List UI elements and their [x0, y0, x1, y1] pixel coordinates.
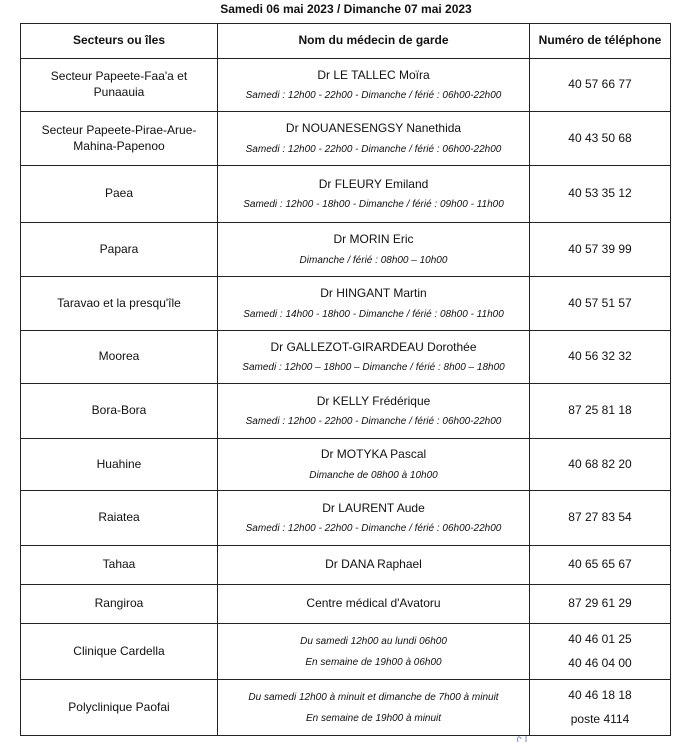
phone-cell: 40 57 51 57: [530, 277, 671, 331]
table-row: [21, 166, 671, 223]
phone-cell: 40 65 65 67: [530, 546, 671, 585]
phone-cell: 40 43 50 68: [530, 112, 671, 166]
schedule-text: Du samedi 12h00 au lundi 06h00: [300, 635, 447, 647]
doctor-cell: [218, 384, 530, 439]
table-row: [21, 112, 671, 166]
phone-cell: 40 68 82 20: [530, 439, 671, 491]
sector-cell: Moorea: [21, 331, 218, 384]
schedule-text: En semaine de 19h00 à minuit: [305, 712, 442, 724]
table-body: [21, 59, 671, 736]
phone-cell: [530, 680, 671, 736]
sector-cell: Rangiroa: [21, 585, 218, 624]
doctor-name: Dr MORIN Eric: [333, 232, 414, 247]
header-phone: Numéro de téléphone: [530, 24, 671, 59]
doctor-name: Dr KELLY Frédérique: [316, 393, 431, 408]
doctor-cell: [218, 624, 530, 680]
doctor-cell: [218, 59, 530, 112]
table-row: [21, 331, 671, 384]
phone-number: poste 4114: [570, 711, 630, 726]
page-title: Samedi 06 mai 2023 / Dimanche 07 mai 2023: [220, 2, 472, 16]
phone-number: 40 46 04 00: [568, 655, 632, 670]
on-call-doctors-table: [20, 23, 671, 736]
table-row: [21, 277, 671, 331]
table-row: [21, 439, 671, 491]
table-row: [21, 223, 671, 277]
doctor-cell: [218, 546, 530, 585]
doctor-name: Dr GALLEZOT-GIRARDEAU Dorothée: [270, 339, 477, 354]
doctor-cell: [218, 585, 530, 624]
phone-cell: 87 25 81 18: [530, 384, 671, 439]
doctor-name: Dr MOTYKA Pascal: [320, 447, 427, 462]
phone-cell: 40 53 35 12: [530, 166, 671, 223]
table-row: [21, 491, 671, 546]
table-row: [21, 59, 671, 112]
sector-cell: Clinique Cardella: [21, 624, 218, 680]
scan-mark-svg: [512, 733, 542, 742]
sector-cell: Bora-Bora: [21, 384, 218, 439]
phone-cell: 87 27 83 54: [530, 491, 671, 546]
scan-mark-icon: [512, 733, 542, 742]
sector-cell: Tahaa: [21, 546, 218, 585]
sector-cell: Polyclinique Paofai: [21, 680, 218, 736]
table-row: [21, 585, 671, 624]
schedule-text: Samedi : 12h00 - 22h00 - Dimanche / férié : 06h00-22h00: [245, 90, 502, 102]
doctor-cell: [218, 277, 530, 331]
schedule-text: Samedi : 12h00 - 22h00 - Dimanche / férié : 06h00-22h00: [245, 523, 502, 535]
doctor-name: Centre médical d'Avatoru: [306, 596, 441, 611]
doctor-name: Dr FLEURY Emiland: [318, 176, 429, 191]
schedule-text: Samedi : 12h00 - 22h00 - Dimanche / férié : 06h00-22h00: [245, 416, 502, 428]
doctor-cell: [218, 223, 530, 277]
doctor-cell: [218, 680, 530, 736]
schedule-text: Samedi : 12h00 - 22h00 - Dimanche / férié : 06h00-22h00: [245, 143, 502, 155]
schedule-text: Dimanche / férié : 08h00 – 10h00: [299, 254, 448, 266]
schedule-text: Dimanche de 08h00 à 10h00: [309, 469, 438, 481]
schedule-text: Samedi : 12h00 - 18h00 - Dimanche / férié : 09h00 - 11h00: [243, 199, 504, 211]
phone-number: 40 46 18 18: [568, 687, 632, 702]
schedule-text: Samedi : 14h00 - 18h00 - Dimanche / férié : 08h00 - 11h00: [243, 308, 504, 320]
doctor-name: Dr DANA Raphael: [325, 557, 422, 572]
phone-cell: 40 57 66 77: [530, 59, 671, 112]
doctor-cell: [218, 112, 530, 166]
doctor-cell: [218, 491, 530, 546]
sector-cell: Paea: [21, 166, 218, 223]
doctor-cell: [218, 166, 530, 223]
schedule-text: Samedi : 12h00 – 18h00 – Dimanche / férié : 8h00 – 18h00: [242, 362, 505, 374]
schedule-text: Du samedi 12h00 à minuit et dimanche de 7h00 à minuit: [248, 691, 499, 703]
phone-cell: [530, 624, 671, 680]
phone-cell: 40 57 39 99: [530, 223, 671, 277]
phone-cell: 87 29 61 29: [530, 585, 671, 624]
doctor-name: Dr HINGANT Martin: [320, 286, 427, 301]
table-header-row: [21, 24, 671, 59]
sector-cell: Secteur Papeete-Faa'a et Punaauia: [21, 59, 218, 112]
table-row: [21, 546, 671, 585]
header-sector: Secteurs ou îles: [21, 24, 218, 59]
sector-cell: Huahine: [21, 439, 218, 491]
phone-cell: 40 56 32 32: [530, 331, 671, 384]
sector-cell: Secteur Papeete-Pirae-Arue-Mahina-Papenoo: [21, 112, 218, 166]
doctor-name: Dr LAURENT Aude: [322, 500, 425, 515]
phone-number: 40 46 01 25: [568, 631, 632, 646]
doctor-cell: [218, 439, 530, 491]
doctor-cell: [218, 331, 530, 384]
table-row: [21, 384, 671, 439]
sector-cell: Taravao et la presqu'île: [21, 277, 218, 331]
header-doctor: Nom du médecin de garde: [218, 24, 530, 59]
doctor-name: Dr NOUANESENGSY Nanethida: [285, 121, 462, 136]
schedule-text: En semaine de 19h00 à 06h00: [305, 656, 442, 668]
sector-cell: Papara: [21, 223, 218, 277]
sector-cell: Raiatea: [21, 491, 218, 546]
table-row: [21, 680, 671, 736]
doctor-name: Dr LE TALLEC Moïra: [317, 67, 430, 82]
table-row: [21, 624, 671, 680]
